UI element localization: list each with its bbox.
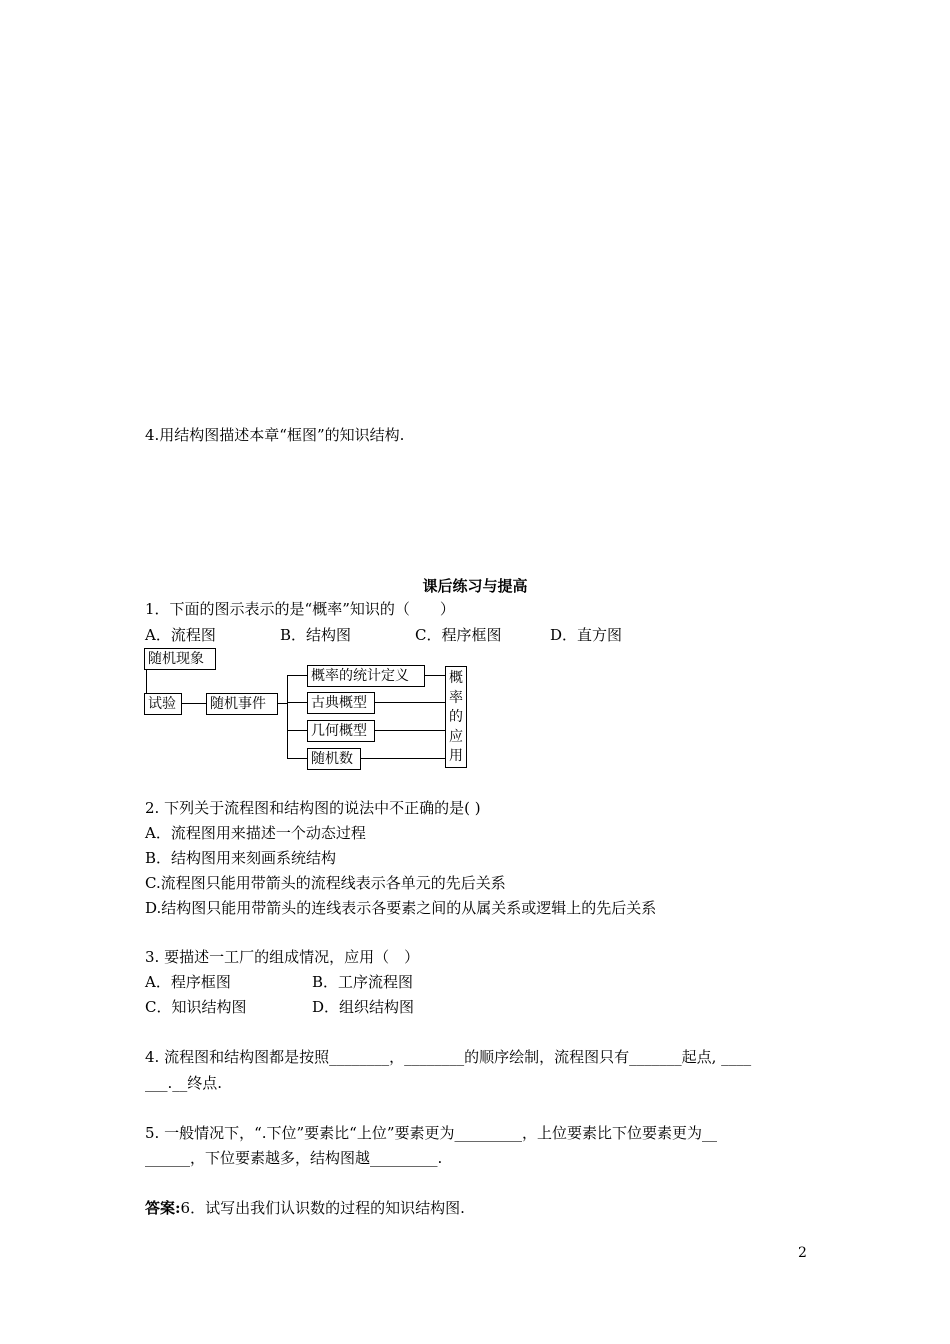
vertical-char: 用: [449, 748, 463, 764]
box-branch-statistical-definition: 概率的统计定义: [307, 665, 425, 687]
box-random-event: 随机事件: [206, 693, 278, 715]
question-2-stem: 2. 下列关于流程图和结构图的说法中不正确的是( ): [145, 799, 481, 817]
box-test: 试验: [144, 693, 182, 715]
vertical-char: 概: [449, 670, 463, 686]
connector-test-event: [181, 703, 206, 704]
question-5-line-2: ______，下位要素越多，结构图越_________.: [145, 1149, 443, 1167]
question-3-options-row-2: [145, 997, 414, 1017]
option-b: B．工序流程图: [312, 973, 414, 991]
connector-trunk: [287, 675, 288, 758]
connector-out-4: [361, 758, 445, 759]
option-c: C．程序框图: [415, 626, 502, 644]
section-title: 课后练习与提高: [422, 577, 528, 595]
connector-out-1: [425, 675, 445, 676]
option-a: A．程序框图: [145, 973, 231, 991]
question-2-option-b: B．结构图用来刻画系统结构: [145, 849, 337, 867]
connector-top-test: [146, 670, 147, 694]
question-2-option-c: C.流程图只能用带箭头的流程线表示各单元的先后关系: [145, 874, 506, 892]
connector-branch-3: [287, 730, 307, 731]
vertical-char: 的: [449, 709, 463, 725]
connector-out-2: [375, 702, 445, 703]
question-5-line-1: 5. 一般情况下，“.下位”要素比“上位”要素更为_________，上位要素比下位要素更为__: [145, 1124, 718, 1142]
question-4-previous: 4.用结构图描述本章“框图”的知识结构.: [145, 426, 405, 444]
answer-label: 答案:: [145, 1199, 181, 1217]
box-branch-geometric: 几何概型: [307, 720, 375, 742]
answer-line: [145, 1198, 465, 1218]
connector-branch-2: [287, 702, 307, 703]
question-1-options: [145, 625, 622, 645]
option-d: D．组织结构图: [312, 998, 415, 1016]
vertical-char: 率: [449, 689, 463, 706]
question-2-option-d: D.结构图只能用带箭头的连线表示各要素之间的从属关系或逻辑上的先后关系: [145, 899, 657, 917]
connector-branch-1: [287, 675, 307, 676]
question-4-line-2: ___.__终点.: [145, 1074, 223, 1092]
option-a: A．流程图: [145, 626, 216, 644]
question-1-stem: 1．下面的图示表示的是“概率”知识的（ ）: [145, 600, 455, 618]
connector-event-trunk: [277, 703, 287, 704]
option-c: C．知识结构图: [145, 998, 247, 1016]
box-branch-classical: 古典概型: [307, 692, 375, 714]
question-4-line-1: 4. 流程图和结构图都是按照________，________的顺序绘制，流程图只有_______起点, ____: [145, 1048, 752, 1066]
box-probability-application: [445, 666, 467, 768]
box-random-phenomenon: 随机现象: [144, 648, 216, 670]
option-d: D．直方图: [550, 626, 623, 644]
page-number: 2: [798, 1245, 807, 1261]
question-3-stem: 3. 要描述一工厂的组成情况，应用（ ）: [145, 948, 420, 966]
vertical-char: 应: [449, 728, 463, 745]
box-branch-random-number: 随机数: [307, 748, 361, 770]
question-2-option-a: A．流程图用来描述一个动态过程: [145, 824, 366, 842]
question-3-options-row-1: [145, 972, 413, 992]
connector-out-3: [375, 730, 445, 731]
connector-branch-4: [287, 758, 307, 759]
answer-text: 6．试写出我们认识数的过程的知识结构图.: [180, 1199, 465, 1217]
option-b: B．结构图: [280, 626, 352, 644]
